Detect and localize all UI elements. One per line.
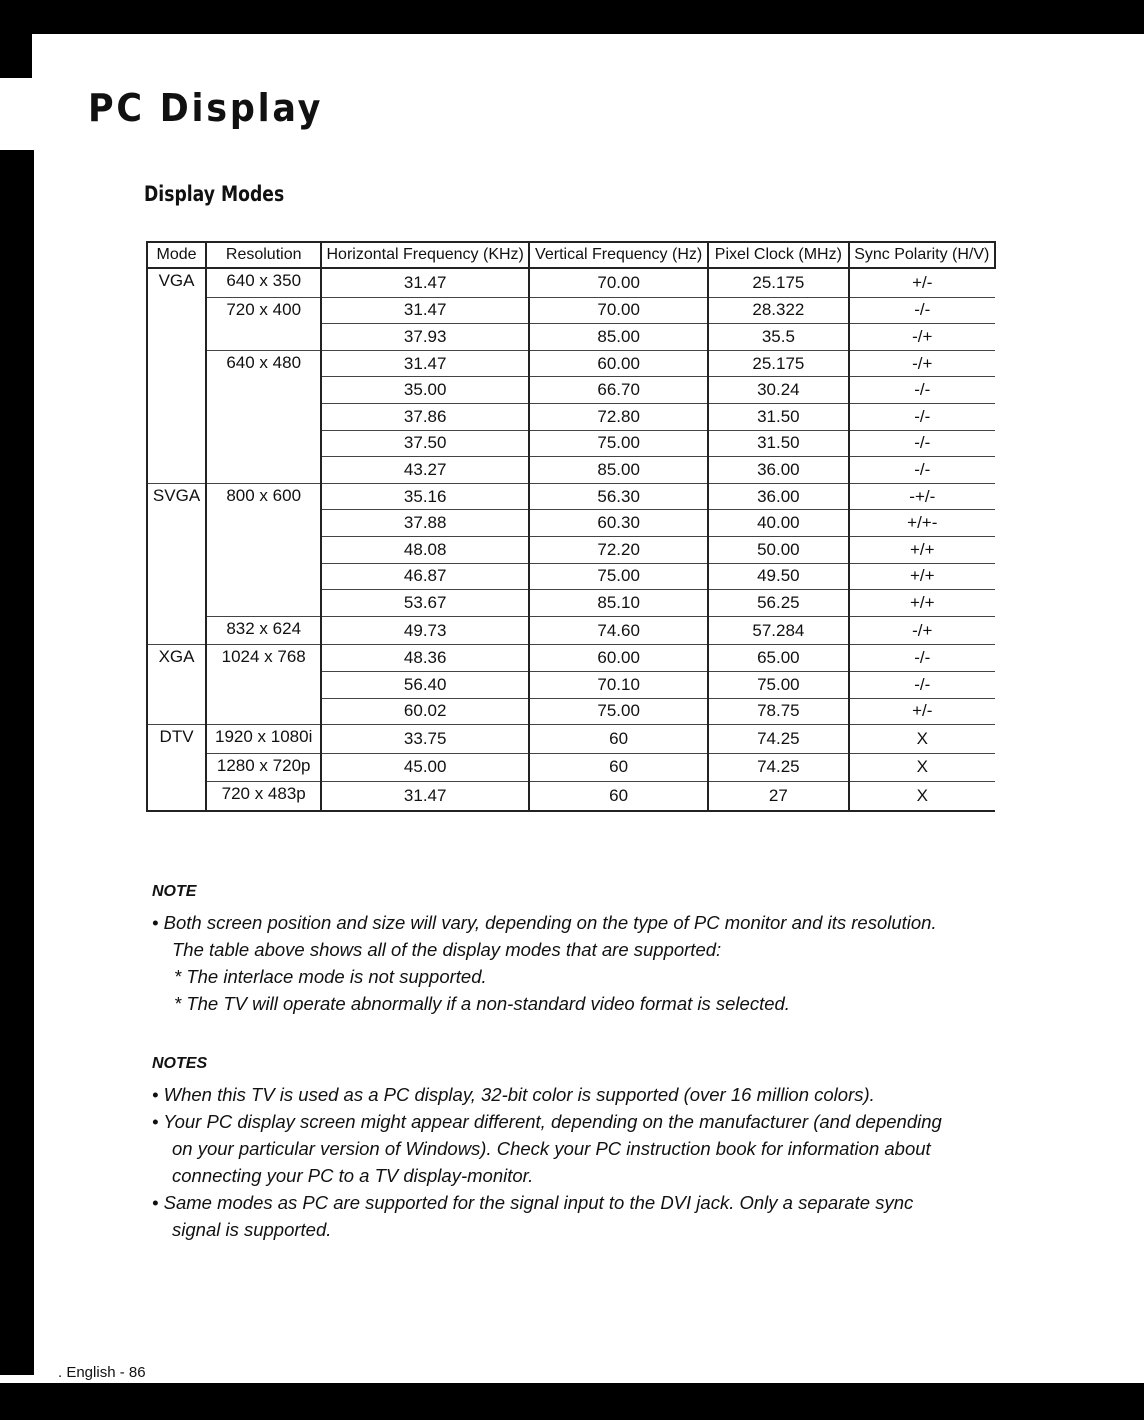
vertical-frequency-cell: 75.00	[529, 430, 708, 457]
horizontal-frequency-cell: 37.93	[321, 324, 529, 351]
pixel-clock-cell: 30.24	[708, 377, 848, 404]
table-row	[147, 782, 995, 811]
note-section	[152, 878, 937, 1017]
resolution-cell: 720 x 400	[206, 297, 321, 350]
horizontal-frequency-cell: 31.47	[321, 297, 529, 324]
horizontal-frequency-cell: 35.16	[321, 483, 529, 510]
horizontal-frequency-cell: 53.67	[321, 590, 529, 617]
header-horizontal-frequency: Horizontal Frequency (KHz)	[321, 242, 529, 268]
horizontal-frequency-cell: 31.47	[321, 782, 529, 811]
horizontal-frequency-cell: 35.00	[321, 377, 529, 404]
note-bullet-line-2: The table above shows all of the display modes that are supported:	[172, 939, 722, 960]
mode-cell: SVGA	[147, 483, 206, 645]
header-resolution: Resolution	[206, 242, 321, 268]
sync-polarity-cell: +/-	[849, 698, 995, 725]
sync-polarity-cell: X	[849, 753, 995, 782]
vertical-frequency-cell: 60.00	[529, 645, 708, 672]
sync-polarity-cell: -/-	[849, 430, 995, 457]
sync-polarity-cell: -/-	[849, 377, 995, 404]
horizontal-frequency-cell: 43.27	[321, 457, 529, 484]
pixel-clock-cell: 35.5	[708, 324, 848, 351]
horizontal-frequency-cell: 45.00	[321, 753, 529, 782]
horizontal-frequency-cell: 49.73	[321, 616, 529, 645]
resolution-cell: 720 x 483p	[206, 782, 321, 811]
pixel-clock-cell: 31.50	[708, 430, 848, 457]
sync-polarity-cell: -/-	[849, 671, 995, 698]
bottom-black-bar	[0, 1383, 1144, 1420]
vertical-frequency-cell: 72.80	[529, 403, 708, 430]
resolution-cell: 640 x 480	[206, 350, 321, 483]
sync-polarity-cell: +/+	[849, 563, 995, 590]
horizontal-frequency-cell: 56.40	[321, 671, 529, 698]
vertical-frequency-cell: 85.00	[529, 457, 708, 484]
sync-polarity-cell: +/+	[849, 590, 995, 617]
pixel-clock-cell: 25.175	[708, 268, 848, 297]
horizontal-frequency-cell: 46.87	[321, 563, 529, 590]
table-row	[147, 645, 995, 672]
table-header-row	[147, 242, 995, 268]
vertical-frequency-cell: 74.60	[529, 616, 708, 645]
pixel-clock-cell: 74.25	[708, 753, 848, 782]
vertical-frequency-cell: 75.00	[529, 698, 708, 725]
pixel-clock-cell: 74.25	[708, 725, 848, 754]
notes-heading: NOTES	[152, 1055, 208, 1072]
notes-bullet-2-line-2: on your particular version of Windows). Check your PC instruction book for information about	[172, 1138, 931, 1159]
resolution-cell: 832 x 624	[206, 616, 321, 645]
vertical-frequency-cell: 70.10	[529, 671, 708, 698]
pixel-clock-cell: 40.00	[708, 510, 848, 537]
horizontal-frequency-cell: 31.47	[321, 350, 529, 377]
vertical-frequency-cell: 75.00	[529, 563, 708, 590]
mode-cell: DTV	[147, 725, 206, 811]
pixel-clock-cell: 36.00	[708, 483, 848, 510]
notes-bullet-2-line-1: • Your PC display screen might appear different, depending on the manufacturer (and depending	[152, 1111, 942, 1132]
horizontal-frequency-cell: 48.36	[321, 645, 529, 672]
table-body	[147, 268, 995, 811]
page-title: PC Display	[88, 86, 324, 130]
horizontal-frequency-cell: 37.88	[321, 510, 529, 537]
sync-polarity-cell: -/-	[849, 403, 995, 430]
notes-section	[152, 1050, 942, 1243]
pixel-clock-cell: 75.00	[708, 671, 848, 698]
sync-polarity-cell: -+/-	[849, 483, 995, 510]
pixel-clock-cell: 27	[708, 782, 848, 811]
horizontal-frequency-cell: 37.50	[321, 430, 529, 457]
pixel-clock-cell: 56.25	[708, 590, 848, 617]
pixel-clock-cell: 31.50	[708, 403, 848, 430]
sync-polarity-cell: -/+	[849, 616, 995, 645]
table-row	[147, 350, 995, 377]
resolution-cell: 1280 x 720p	[206, 753, 321, 782]
resolution-cell: 640 x 350	[206, 268, 321, 297]
vertical-frequency-cell: 60.30	[529, 510, 708, 537]
resolution-cell: 1920 x 1080i	[206, 725, 321, 754]
table-row	[147, 483, 995, 510]
pixel-clock-cell: 57.284	[708, 616, 848, 645]
notes-bullet-3-line-1: • Same modes as PC are supported for the signal input to the DVI jack. Only a separate sync	[152, 1192, 914, 1213]
sync-polarity-cell: -/+	[849, 350, 995, 377]
table-row	[147, 297, 995, 324]
pixel-clock-cell: 78.75	[708, 698, 848, 725]
header-pixel-clock: Pixel Clock (MHz)	[708, 242, 848, 268]
note-sub-item-1: * The interlace mode is not supported.	[174, 966, 487, 987]
sync-polarity-cell: +/+	[849, 536, 995, 563]
vertical-frequency-cell: 66.70	[529, 377, 708, 404]
sync-polarity-cell: X	[849, 782, 995, 811]
horizontal-frequency-cell: 33.75	[321, 725, 529, 754]
header-sync-polarity: Sync Polarity (H/V)	[849, 242, 995, 268]
sync-polarity-cell: -/+	[849, 324, 995, 351]
left-black-bar	[0, 150, 34, 1375]
vertical-frequency-cell: 60	[529, 753, 708, 782]
vertical-frequency-cell: 72.20	[529, 536, 708, 563]
sync-polarity-cell: +/-	[849, 268, 995, 297]
pixel-clock-cell: 65.00	[708, 645, 848, 672]
sync-polarity-cell: -/-	[849, 297, 995, 324]
resolution-cell: 1024 x 768	[206, 645, 321, 725]
table-row	[147, 725, 995, 754]
table-row	[147, 616, 995, 645]
notes-bullet-3-line-2: signal is supported.	[172, 1219, 332, 1240]
table-row	[147, 268, 995, 297]
vertical-frequency-cell: 56.30	[529, 483, 708, 510]
pixel-clock-cell: 25.175	[708, 350, 848, 377]
sync-polarity-cell: X	[849, 725, 995, 754]
mode-cell: VGA	[147, 268, 206, 483]
vertical-frequency-cell: 60.00	[529, 350, 708, 377]
pixel-clock-cell: 36.00	[708, 457, 848, 484]
vertical-frequency-cell: 85.10	[529, 590, 708, 617]
section-title: Display Modes	[144, 182, 285, 206]
horizontal-frequency-cell: 31.47	[321, 268, 529, 297]
page-footer: . English - 86	[58, 1364, 146, 1381]
pixel-clock-cell: 50.00	[708, 536, 848, 563]
sync-polarity-cell: -/-	[849, 457, 995, 484]
left-black-tab-top	[0, 0, 32, 78]
table-row	[147, 753, 995, 782]
resolution-cell: 800 x 600	[206, 483, 321, 616]
note-heading: NOTE	[152, 883, 197, 900]
display-modes-table	[146, 241, 996, 812]
vertical-frequency-cell: 60	[529, 725, 708, 754]
pixel-clock-cell: 28.322	[708, 297, 848, 324]
vertical-frequency-cell: 85.00	[529, 324, 708, 351]
notes-bullet-2-line-3: connecting your PC to a TV display-monitor.	[172, 1165, 534, 1186]
header-mode: Mode	[147, 242, 206, 268]
vertical-frequency-cell: 70.00	[529, 268, 708, 297]
mode-cell: XGA	[147, 645, 206, 725]
vertical-frequency-cell: 70.00	[529, 297, 708, 324]
horizontal-frequency-cell: 37.86	[321, 403, 529, 430]
sync-polarity-cell: -/-	[849, 645, 995, 672]
horizontal-frequency-cell: 60.02	[321, 698, 529, 725]
header-vertical-frequency: Vertical Frequency (Hz)	[529, 242, 708, 268]
notes-bullet-1: • When this TV is used as a PC display, 32-bit color is supported (over 16 million colors).	[152, 1084, 875, 1105]
top-black-bar	[0, 0, 1144, 34]
sync-polarity-cell: +/+-	[849, 510, 995, 537]
note-sub-item-2: * The TV will operate abnormally if a non-standard video format is selected.	[174, 993, 790, 1014]
horizontal-frequency-cell: 48.08	[321, 536, 529, 563]
vertical-frequency-cell: 60	[529, 782, 708, 811]
note-bullet-line-1: • Both screen position and size will vary, depending on the type of PC monitor and its resolution.	[152, 912, 937, 933]
pixel-clock-cell: 49.50	[708, 563, 848, 590]
